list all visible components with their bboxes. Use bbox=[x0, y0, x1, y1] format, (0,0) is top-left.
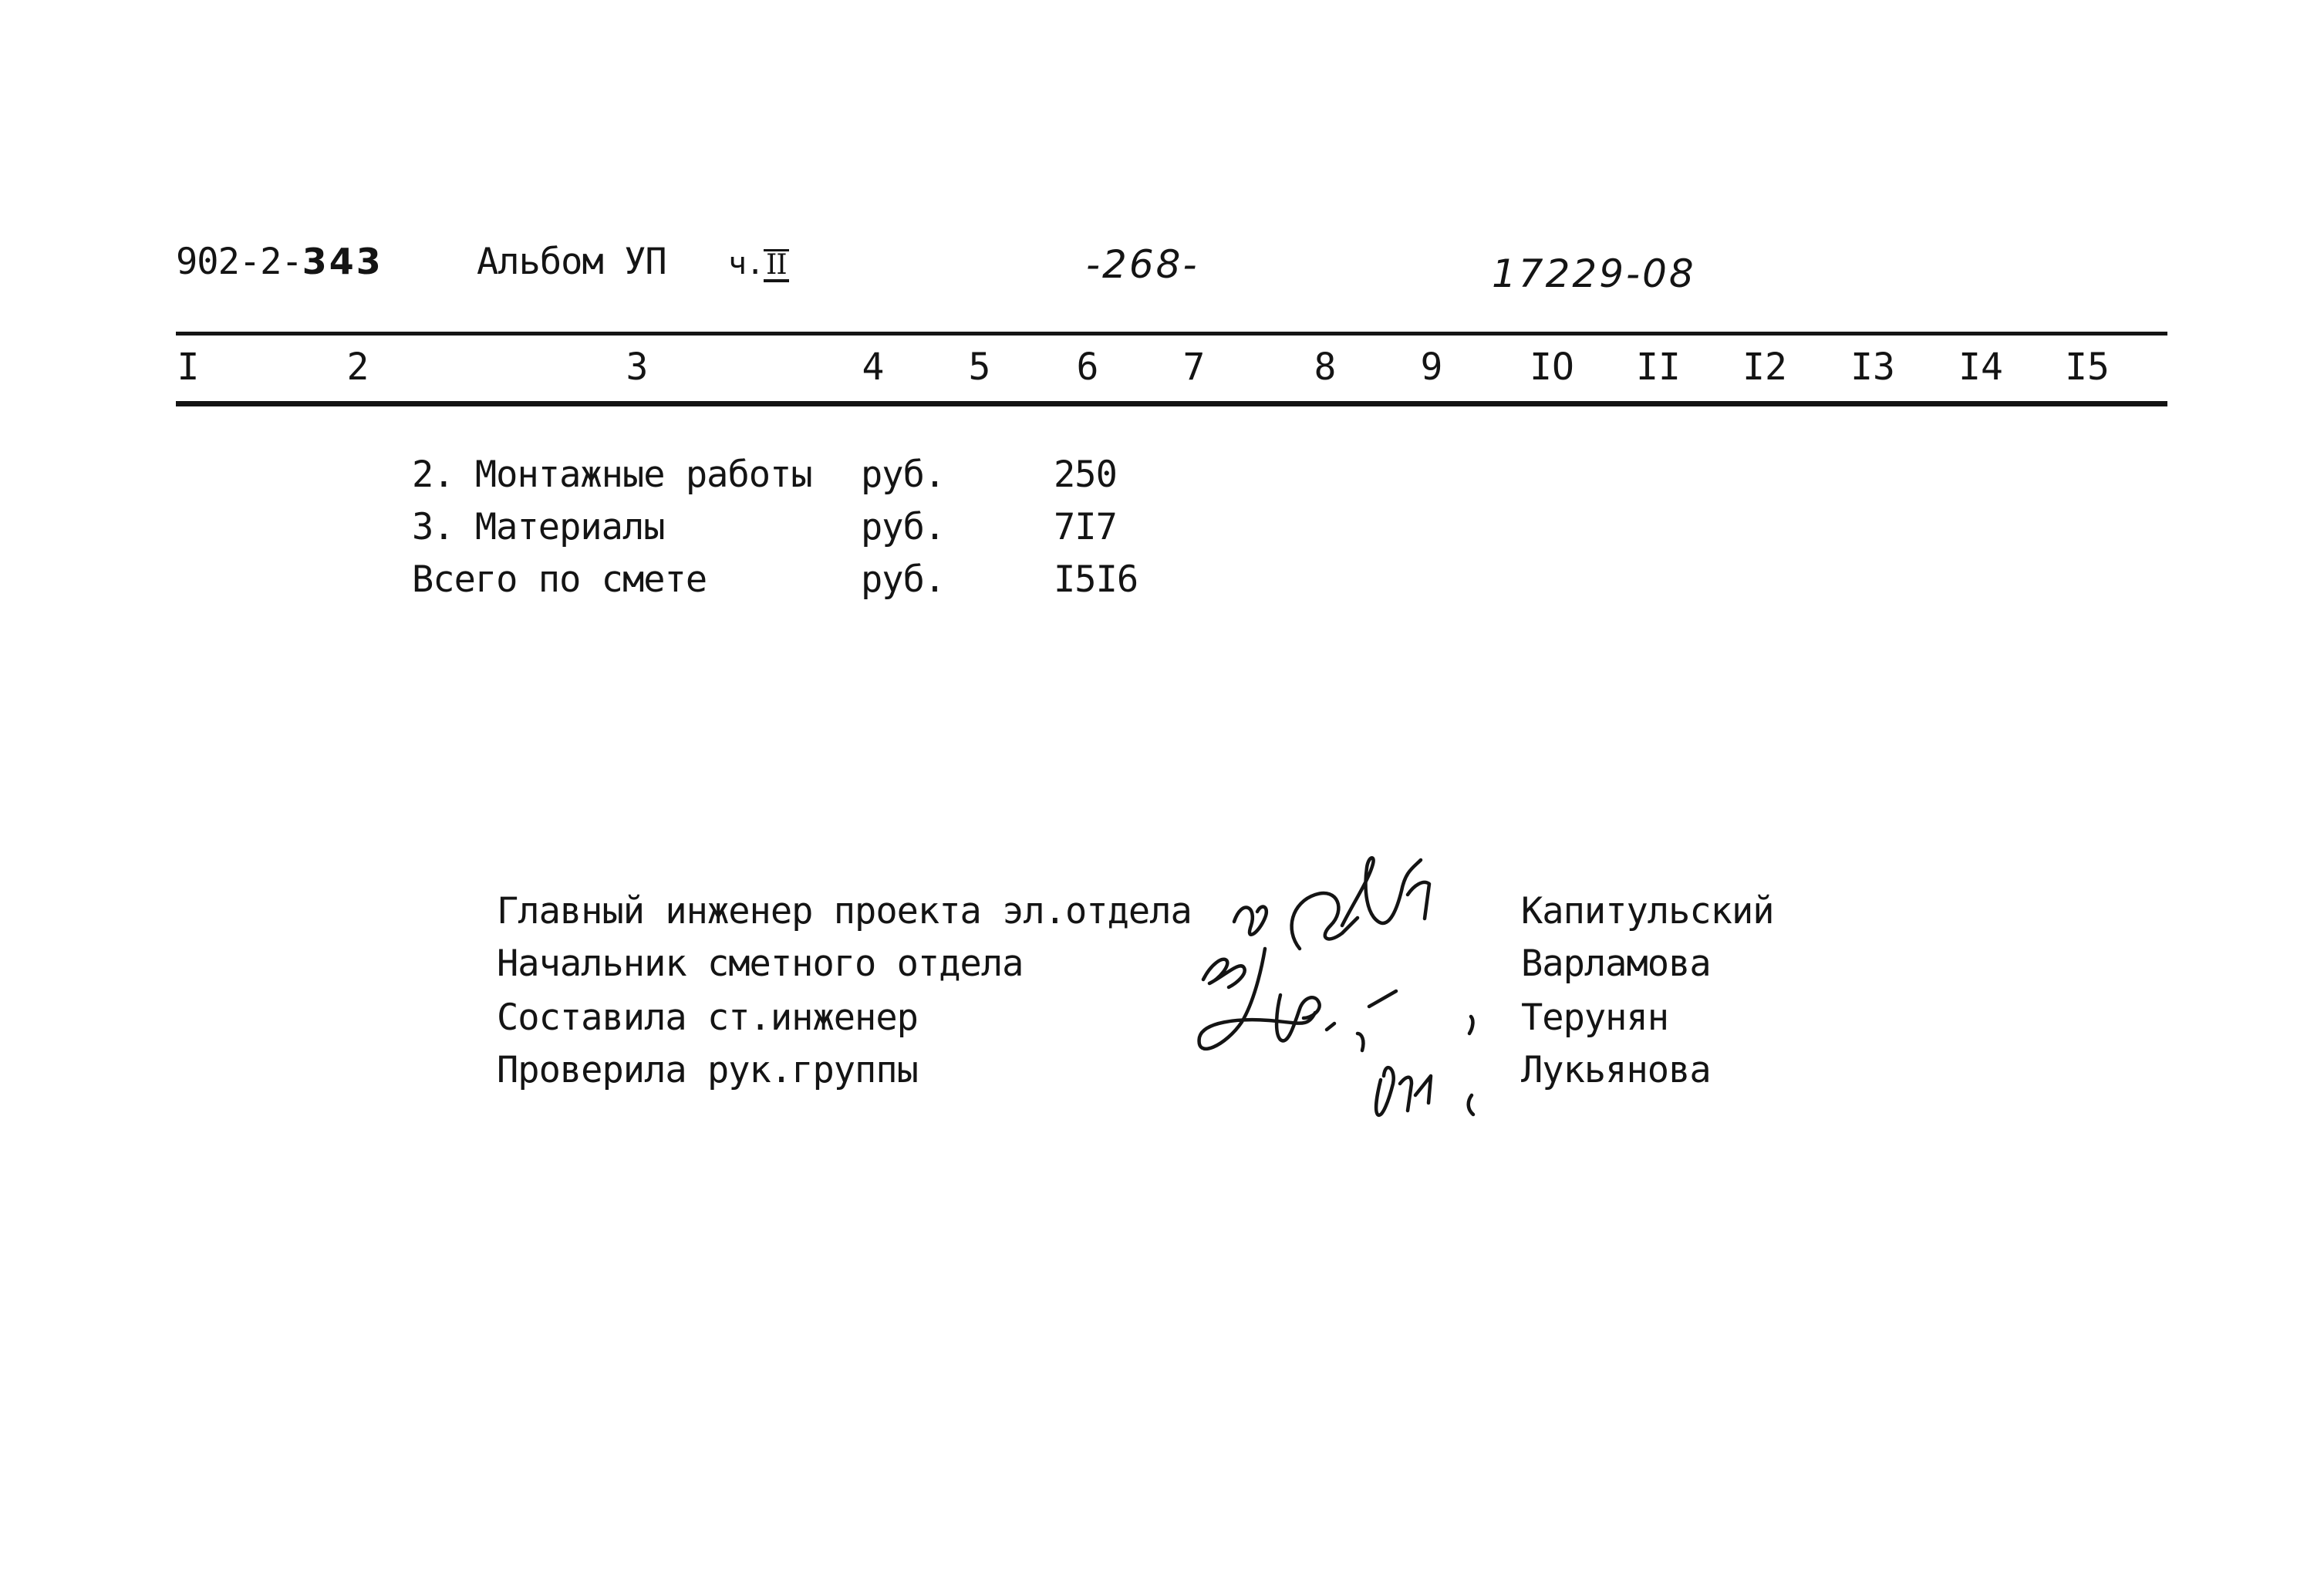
signer-name: Капитульский bbox=[1521, 890, 1774, 932]
signer-name: Лукьянова bbox=[1521, 1049, 1711, 1091]
album-label: Альбом УП bbox=[477, 241, 666, 283]
registration-number: 17229-08 bbox=[1492, 251, 1696, 296]
row-label: 3. Материалы bbox=[412, 506, 665, 548]
signer-role: Начальник сметного отдела bbox=[497, 942, 1024, 985]
signature-stroke bbox=[1400, 1076, 1431, 1111]
column-number: IO bbox=[1530, 346, 1574, 389]
row-label: Всего по смете bbox=[412, 558, 707, 601]
column-number: I3 bbox=[1850, 346, 1895, 389]
column-number: 6 bbox=[1076, 346, 1099, 389]
row-unit: руб. bbox=[861, 558, 946, 601]
page-number: -268- bbox=[1086, 242, 1199, 287]
signer-role: Составила ст.инженер bbox=[497, 996, 918, 1039]
doc-code-handwritten: 343 bbox=[302, 241, 383, 282]
column-number: 4 bbox=[862, 346, 885, 389]
signature-stroke bbox=[1408, 882, 1429, 919]
column-number: 7 bbox=[1182, 346, 1206, 389]
row-value: 7I7 bbox=[1054, 506, 1117, 548]
column-number: 2 bbox=[346, 346, 369, 389]
column-number: I4 bbox=[1958, 346, 2003, 389]
part-prefix: ч. bbox=[728, 246, 764, 282]
row-label: 2. Монтажные работы bbox=[412, 454, 812, 496]
column-number: I2 bbox=[1742, 346, 1787, 389]
signature-stroke bbox=[1369, 991, 1472, 1034]
signature-stroke bbox=[1327, 1023, 1363, 1050]
column-number: I bbox=[177, 346, 200, 389]
signature-stroke bbox=[1203, 959, 1245, 987]
column-number: 8 bbox=[1314, 346, 1337, 389]
signer-role: Проверила рук.группы bbox=[497, 1049, 918, 1091]
signature-stroke bbox=[1234, 907, 1267, 935]
column-number: 5 bbox=[968, 346, 991, 389]
signature-stroke bbox=[1469, 1095, 1473, 1114]
row-unit: руб. bbox=[861, 506, 946, 548]
column-number: II bbox=[1636, 346, 1681, 389]
signer-role: Главный инженер проекта эл.отдела bbox=[497, 890, 1192, 932]
column-number: 9 bbox=[1420, 346, 1443, 389]
row-value: I5I6 bbox=[1054, 558, 1138, 601]
column-number: I5 bbox=[2065, 346, 2110, 389]
signature-stroke bbox=[1292, 893, 1358, 949]
doc-code-printed: 902-2- bbox=[176, 241, 302, 283]
column-number: 3 bbox=[626, 346, 649, 389]
row-value: 250 bbox=[1054, 454, 1117, 496]
signature-stroke bbox=[1376, 1067, 1394, 1115]
signer-name: Варламова bbox=[1521, 942, 1711, 985]
part-number: II bbox=[764, 249, 788, 282]
signer-name: Терунян bbox=[1521, 996, 1669, 1039]
row-unit: руб. bbox=[861, 454, 946, 496]
